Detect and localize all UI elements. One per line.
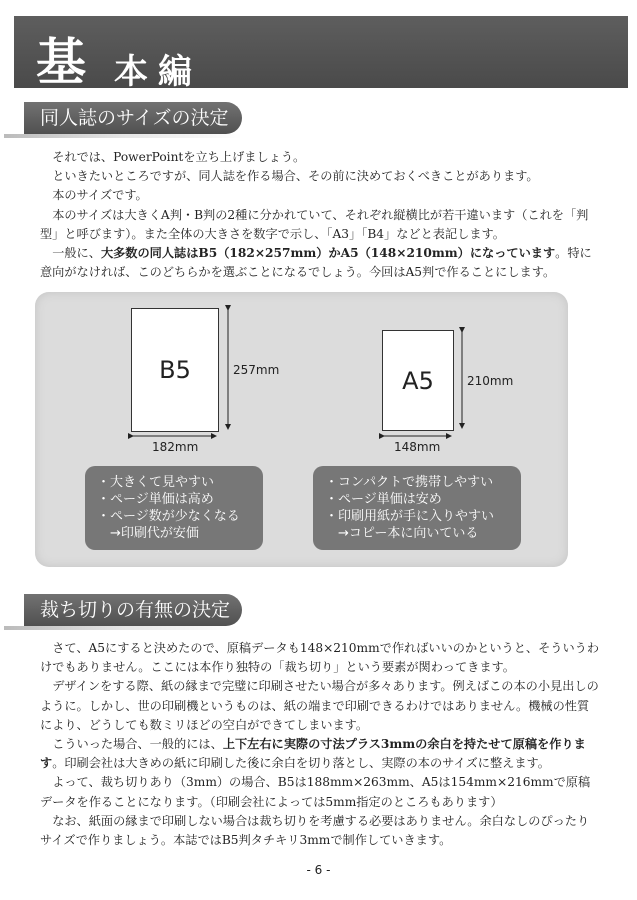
section-title: 裁ち切りの有無の決定 bbox=[40, 599, 231, 621]
b5-label: B5 bbox=[159, 356, 191, 384]
section-heading-size bbox=[24, 102, 242, 134]
paragraph: デザインをする際、紙の縁まで完璧に印刷させたい場合が多々あります。例えばこの本の小見出しのように。しかし、世の印刷機というものは、紙の端まで印刷できるわけではありません。機械の性質により、どうしても数ミリほどの空白ができてしまいます。 bbox=[40, 679, 599, 732]
emphasis-text: 大多数の同人誌はB5（182×257mm）かA5（148×210mm）になっています bbox=[100, 246, 556, 261]
a5-notes-box bbox=[313, 466, 521, 550]
note-line: ・ページ単価は安め bbox=[325, 492, 442, 507]
section-underline bbox=[4, 626, 242, 630]
emphasis-text: 上下左右に実際の寸法プラス3mmの余白を持たせて原稿を作ります bbox=[40, 737, 586, 771]
a5-label: A5 bbox=[402, 366, 434, 395]
section1-body bbox=[40, 148, 600, 282]
b5-height-label: 257mm bbox=[233, 363, 280, 377]
size-comparison-panel bbox=[35, 292, 568, 567]
section-title: 同人誌のサイズの決定 bbox=[40, 107, 229, 129]
note-line: ・大きくて見やすい bbox=[97, 475, 215, 490]
note-line: →コピー本に向いている bbox=[325, 526, 479, 541]
section2-body bbox=[40, 639, 600, 850]
a5-height-label: 210mm bbox=[467, 374, 514, 388]
note-line: ・コンパクトで携帯しやすい bbox=[325, 475, 494, 490]
note-line: ・ページ単価は高め bbox=[97, 492, 214, 507]
paragraph bbox=[40, 244, 600, 282]
paragraph: といきたいところですが、同人誌を作る場合、その前に決めておくべきことがあります。 bbox=[52, 169, 539, 184]
chapter-title-large: 基 bbox=[36, 33, 88, 91]
note-line: →印刷代が安価 bbox=[97, 526, 199, 541]
section-heading-bleed bbox=[24, 594, 242, 626]
text-span: 。印刷会社は大きめの紙に印刷した後に余白を切り落とし、実際の本のサイズに整えます。 bbox=[52, 756, 550, 771]
paragraph: 本のサイズは大きくA判・B判の2種に分かれていて、それぞれ縦横比が若干違います（これを「判型」と呼びます）。また全体の大きさを数字で示し、「A3」「B4」などと表記します。 bbox=[40, 207, 589, 241]
page-number: - 6 - bbox=[306, 863, 331, 877]
paragraph: それでは、PowerPointを立ち上げましょう。 bbox=[52, 150, 306, 164]
text-span: 一般に、 bbox=[52, 246, 101, 261]
paragraph: さて、A5にすると決めたので、原稿データも148×210mmで作ればいいのかというと、そういうわけでもありません。ここには本作り独特の「裁ち切り」という要素が関わってきます。 bbox=[40, 641, 600, 675]
b5-width-label: 182mm bbox=[152, 440, 199, 454]
paragraph: なお、紙面の縁まで印刷しない場合は裁ち切りを考慮する必要はありません。余白なしのぴったりサイズで作りましょう。本誌ではB5判タチキリ3mmで制作していきます。 bbox=[40, 813, 590, 848]
paragraph: 本のサイズです。 bbox=[52, 188, 148, 203]
b5-notes-box bbox=[85, 466, 263, 550]
section-underline bbox=[4, 134, 242, 138]
paragraph bbox=[40, 735, 600, 773]
text-span: 。特に意向がなければ、このどちらかを選ぶことになるでしょう。今回はA5判で作ることにします。 bbox=[40, 246, 592, 280]
chapter-banner bbox=[14, 16, 628, 92]
chapter-title-small: 本編 bbox=[114, 52, 202, 92]
a5-width-label: 148mm bbox=[394, 440, 441, 454]
note-line: ・ページ数が少なくなる bbox=[97, 509, 240, 524]
note-line: ・印刷用紙が手に入りやすい bbox=[325, 509, 495, 524]
paragraph: よって、裁ち切りあり（3mm）の場合、B5は188mm×263mm、A5は154mm×216mmで原稿データを作ることになります。（印刷会社によっては5mm指定のところもあります） bbox=[40, 775, 591, 809]
text-span: こういった場合、一般的には、 bbox=[52, 737, 223, 752]
